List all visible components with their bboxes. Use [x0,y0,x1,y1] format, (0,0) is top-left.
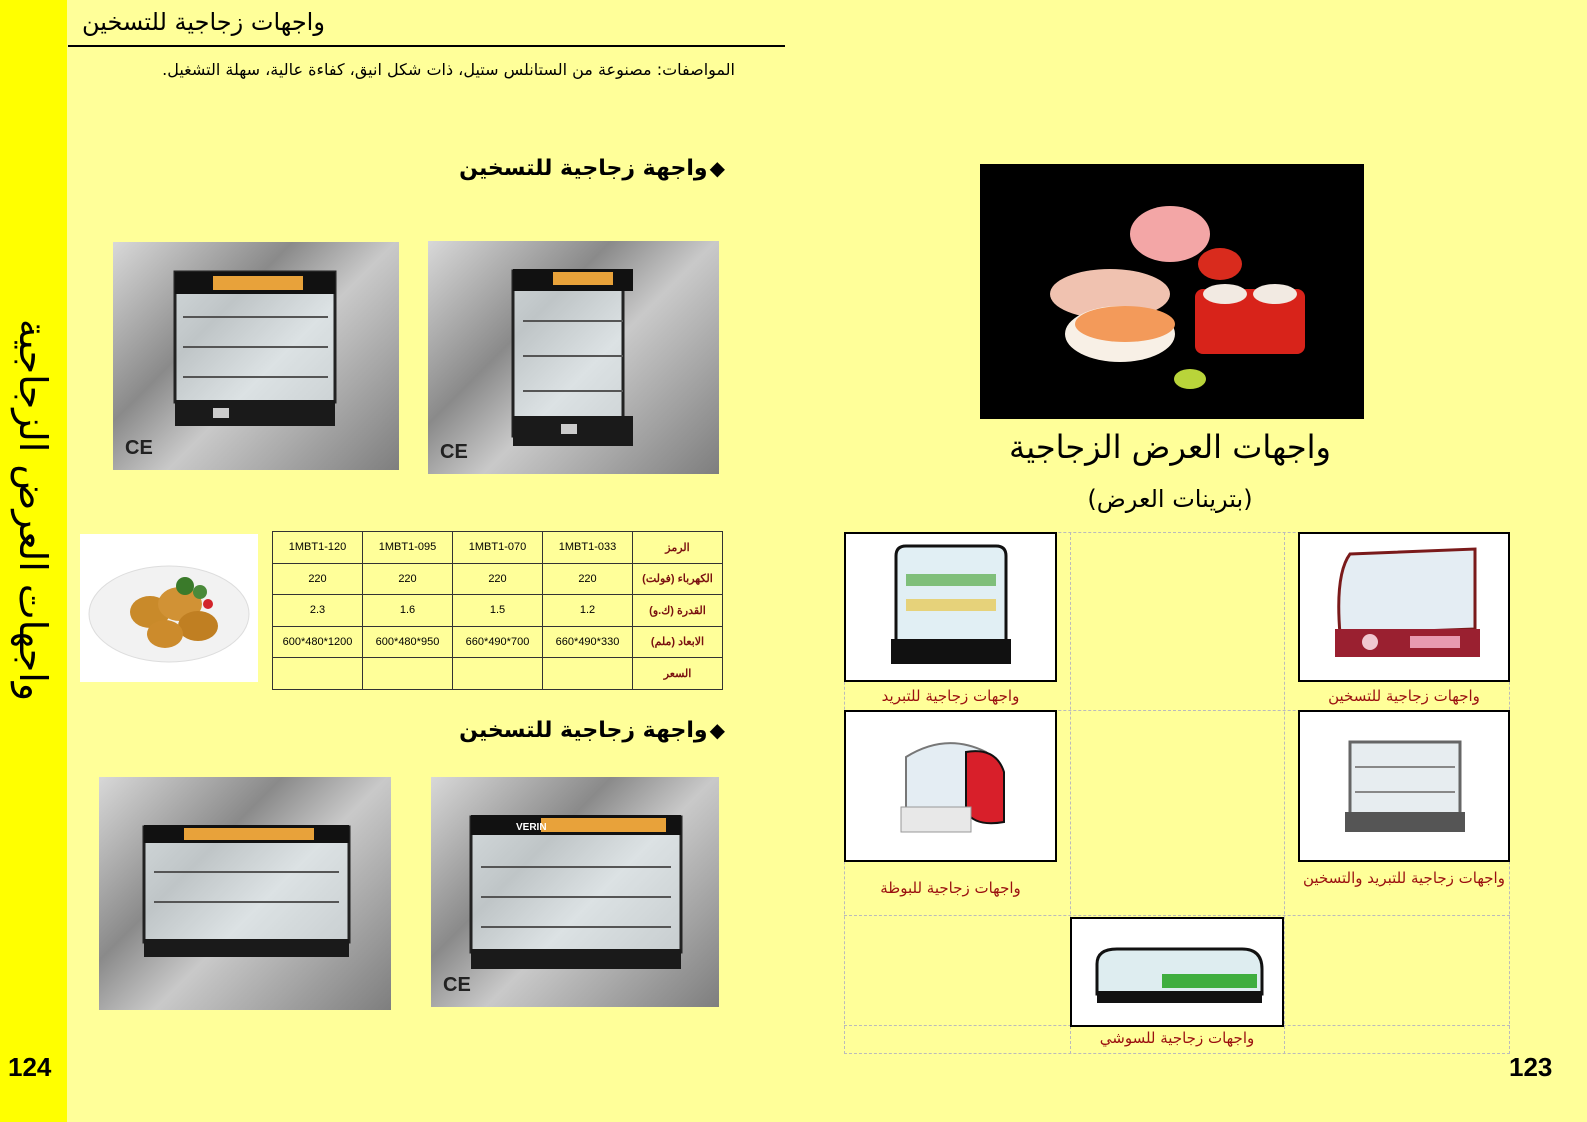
table-cell: 1MBT1-070 [453,532,543,564]
food-photo [80,534,258,682]
table-cell [453,658,543,690]
table-row [273,563,723,595]
section-title-1 [385,156,725,181]
sushi-illustration [980,164,1364,419]
cool-heat-showcase-illustration [1300,712,1508,860]
specs-text: المواصفات: مصنوعة من الستانلس ستيل، ذات شكل انيق، كفاءة عالية، سهلة التشغيل. [162,60,735,79]
sushi-photo [980,164,1364,419]
diamond-bullet-icon: ◆ [709,156,725,180]
warmer-large-illustration [431,777,719,1007]
table-cell [543,658,633,690]
caption-sushi: واجهات زجاجية للسوشي [1099,1029,1255,1047]
spec-table [272,531,723,690]
table-cell: 1MBT1-120 [273,532,363,564]
sushi-showcase-illustration [1072,919,1282,1025]
table-row [273,626,723,658]
table-cell: 1MBT1-033 [543,532,633,564]
product-photo-warmer-medium [113,242,399,470]
brand-logo: VERIN [516,822,547,833]
ce-mark: CE [443,974,471,996]
section-title-1-text: واجهة زجاجية للتسخين [459,156,708,181]
table-cell: 330*490*660 [543,626,633,658]
table-cell: 220 [363,563,453,595]
table-cell: 1MBT1-095 [363,532,453,564]
table-header-cell: الرمز [633,532,723,564]
ce-mark: CE [440,441,468,463]
table-cell [273,658,363,690]
product-image-cool-heat [1298,710,1510,862]
section-title-2 [385,718,725,743]
caption-cool-heat: واجهات زجاجية للتبريد والتسخين [1303,869,1505,887]
header-title: واجهات زجاجية للتسخين [82,8,325,36]
warmer-medium-illustration [113,242,399,470]
table-cell: 220 [453,563,543,595]
grid-line [1284,532,1285,1054]
food-plate-illustration [80,534,258,682]
table-cell: 700*490*660 [453,626,543,658]
page-number-left: 124 [8,1052,52,1082]
table-row [273,658,723,690]
table-row [273,595,723,627]
warmer-wide-illustration [99,777,391,1010]
table-cell: 1.2 [543,595,633,627]
product-photo-warmer-wide [99,777,391,1010]
heating-showcase-illustration [1300,534,1508,680]
table-header-cell: القدرة (ك.و) [633,595,723,627]
right-page-subtitle: (بترينات العرض) [1087,485,1253,513]
product-image-heating [1298,532,1510,682]
table-cell [363,658,453,690]
table-header-cell: الابعاد (ملم) [633,626,723,658]
diamond-bullet-icon: ◆ [709,718,725,742]
warmer-tall-illustration [428,241,719,474]
right-page-title: واجهات العرض الزجاجية [1009,428,1331,466]
section-title-2-text: واجهة زجاجية للتسخين [459,718,708,743]
table-cell: 1.5 [453,595,543,627]
caption-cooling: واجهات زجاجية للتبريد [881,687,1020,705]
table-cell: 950*480*600 [363,626,453,658]
table-cell: 220 [543,563,633,595]
cooling-showcase-illustration [846,534,1055,680]
grid-line [844,915,1510,916]
page-number-right: 123 [1509,1052,1553,1082]
header-divider [68,45,785,47]
table-cell: 1.6 [363,595,453,627]
product-image-sushi [1070,917,1284,1027]
caption-icecream: واجهات زجاجية للبوظة [880,879,1021,897]
caption-heating: واجهات زجاجية للتسخين [1328,687,1480,705]
product-photo-warmer-large [431,777,719,1007]
table-cell: 1200*480*600 [273,626,363,658]
table-cell: 2.3 [273,595,363,627]
ce-mark: CE [125,437,153,459]
product-image-cooling [844,532,1057,682]
product-image-icecream [844,710,1057,862]
table-header-cell: السعر [633,658,723,690]
table-row [273,532,723,564]
icecream-showcase-illustration [846,712,1055,860]
side-title: واجهات العرض الزجاجية [11,318,55,702]
table-header-cell: الكهرباء (فولت) [633,563,723,595]
table-cell: 220 [273,563,363,595]
product-photo-warmer-tall [428,241,719,474]
